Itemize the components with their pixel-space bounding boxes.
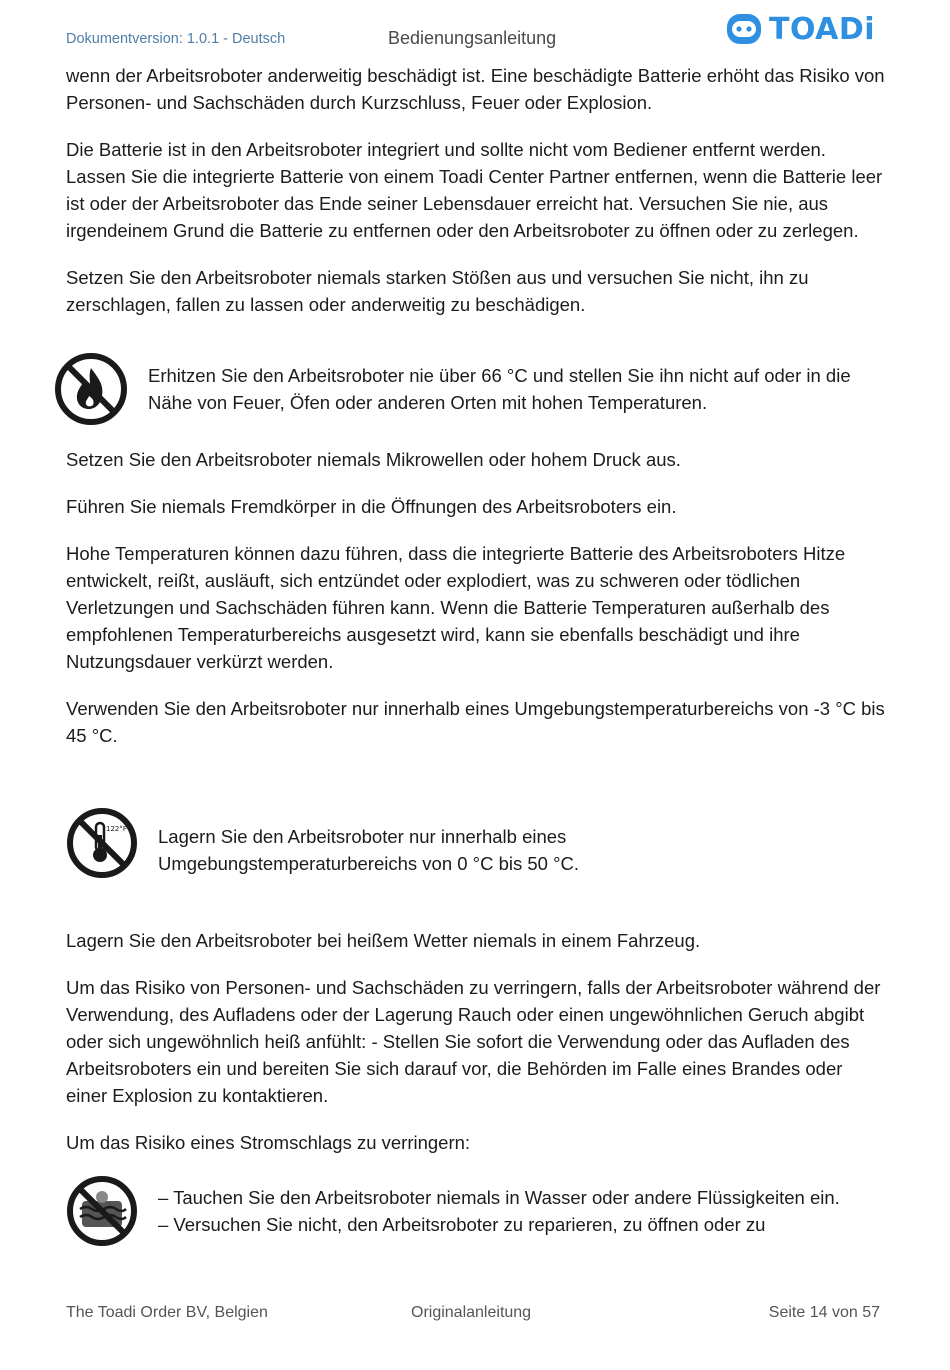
footer-page-number: Seite 14 von 57 [768, 1304, 880, 1321]
warning-storage-temperature-text: Lagern Sie den Arbeitsroboter nur innerhalb eines Umgebungstemperaturbereichs von 0 °C bis 50 °C. [158, 826, 579, 874]
footer-company: The Toadi Order BV, Belgien [66, 1304, 268, 1321]
paragraph-smoke: Um das Risiko von Personen- und Sachschäden zu verringern, falls der Arbeitsroboter während der Verwendung, des Aufladens oder der Lagerung Rauch oder einen ungewöhnlichen Geruch abgibt oder sich ungewöhnlich heiß anfühlt: - Stellen Sie sofort die Verwendung oder das Aufladen des Arbeitsroboters ein und bereiten Sie sich darauf vor, die Behörden im Falle eines Brandes oder einer Explosion zu kontaktieren. [66, 977, 881, 1106]
paragraph-battery-damage: wenn der Arbeitsroboter anderweitig beschädigt ist. Eine beschädigte Batterie erhöht das Risiko von Personen- und Sachschäden durch Kurzschluss, Feuer oder Explosion. [66, 65, 885, 113]
paragraph-operating-temperature: Verwenden Sie den Arbeitsroboter nur innerhalb eines Umgebungstemperaturbereichs von -3 °C bis 45 °C. [66, 698, 885, 746]
header-title: Bedienungsanleitung [388, 28, 557, 48]
warning-water-text [158, 1184, 886, 1238]
toadi-logo [725, 8, 880, 50]
page-content [66, 62, 886, 1247]
paragraph-high-temperature: Hohe Temperaturen können dazu führen, dass die integrierte Batterie des Arbeitsroboters Hitze entwickelt, reißt, ausläuft, sich entzündet oder explodiert, was zu schweren oder tödlichen Verletzungen und Sachschäden führen kann. Wenn die Batterie Temperaturen außerhalb des empfohlenen Temperaturbereichs ausgesetzt wird, kann sie ebenfalls beschädigt und ihre Nutzungsdauer verkürzt werden. [66, 543, 846, 672]
warning-storage-temperature [66, 811, 886, 879]
paragraph-microwave: Setzen Sie den Arbeitsroboter niemals Mikrowellen oder hohem Druck aus. [66, 449, 681, 470]
paragraph-electric-shock: Um das Risiko eines Stromschlags zu verringern: [66, 1132, 471, 1153]
logo-text: TOADi [769, 11, 876, 47]
warning-fire-text: Erhitzen Sie den Arbeitsroboter nie über 66 °C und stellen Sie ihn nicht auf oder in die Nähe von Feuer, Öfen oder anderen Orten mit hohen Temperaturen. [148, 365, 851, 413]
warning-water [66, 1176, 886, 1247]
thermometer-label: 122°F [106, 825, 127, 833]
paragraph-vehicle: Lagern Sie den Arbeitsroboter bei heißem Wetter niemals in einem Fahrzeug. [66, 930, 701, 951]
warning-water-item-1: – Tauchen Sie den Arbeitsroboter niemals in Wasser oder andere Flüssigkeiten ein. [158, 1187, 840, 1208]
warning-fire [54, 350, 886, 426]
footer-document-type: Originalanleitung [411, 1304, 532, 1321]
document-version: Dokumentversion: 1.0.1 - Deutsch [66, 31, 286, 47]
toadi-robot-icon [725, 10, 763, 48]
paragraph-impact: Setzen Sie den Arbeitsroboter niemals starken Stößen aus und versuchen Sie nicht, ihn zu zerschlagen, fallen zu lassen oder anderweitig zu beschädigen. [66, 267, 809, 315]
no-high-temperature-icon [66, 807, 138, 879]
paragraph-battery-integrated: Die Batterie ist in den Arbeitsroboter integriert und sollte nicht vom Bediener entfernt werden. Lassen Sie die integrierte Batterie von einem Toadi Center Partner entfernen, wenn die Batterie leer ist oder der Arbeitsroboter das Ende seiner Lebensdauer erreicht hat. Versuchen Sie nie, aus irgendeinem Grund die Batterie zu entfernen oder den Arbeitsroboter zu öffnen oder zu zerlegen. [66, 139, 883, 241]
no-fire-icon [54, 352, 128, 426]
paragraph-foreign-objects: Führen Sie niemals Fremdkörper in die Öffnungen des Arbeitsroboters ein. [66, 496, 677, 517]
warning-water-item-2: – Versuchen Sie nicht, den Arbeitsroboter zu reparieren, zu öffnen oder zu [158, 1214, 766, 1235]
no-water-immersion-icon [66, 1175, 138, 1247]
